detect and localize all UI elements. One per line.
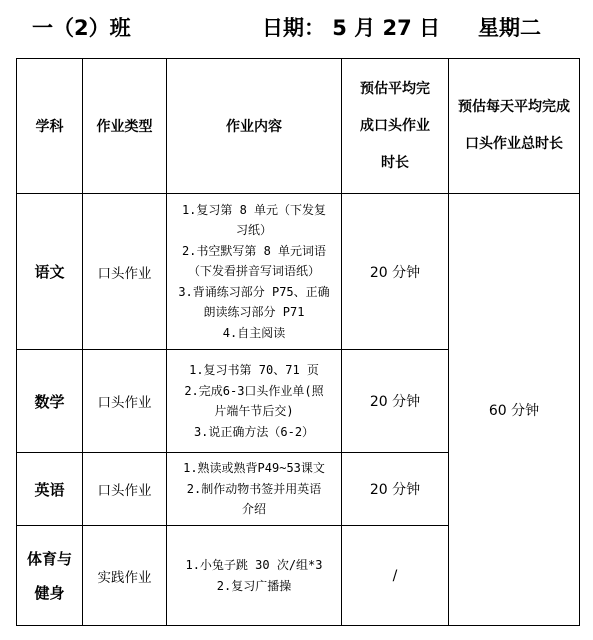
subject-name: 语文 <box>34 263 65 281</box>
content-line: 2.复习广播操 <box>216 578 292 593</box>
content-line: 3.说正确方法（6-2） <box>193 424 315 439</box>
type-cell: 口头作业 <box>83 194 167 350</box>
time-cell: 20 分钟 <box>342 194 449 350</box>
content-line: 1.复习第 8 单元（下发复 <box>181 202 327 217</box>
time-cell: / <box>342 526 449 626</box>
content-line: 4.自主阅读 <box>222 325 286 340</box>
content-list <box>167 555 341 596</box>
subject-cell <box>17 453 83 526</box>
subject-cell <box>17 350 83 453</box>
header-estimated-time-line: 时长 <box>381 154 409 171</box>
homework-table <box>16 58 580 626</box>
header-estimated-time-line: 成口头作业 <box>360 117 430 134</box>
content-line: 1.小兔子跳 30 次/组*3 <box>185 558 323 572</box>
time-cell: 20 分钟 <box>342 453 449 526</box>
content-cell <box>167 194 342 350</box>
content-line: 1.熟读或熟背P49~53课文 <box>183 461 325 476</box>
content-line: 3.背诵练习部分 P75、正确 <box>178 284 330 299</box>
content-line: 2.完成6-3口头作业单(照 <box>184 383 324 398</box>
content-list <box>167 200 341 344</box>
time-cell: 20 分钟 <box>342 350 449 453</box>
subject-name: 体育与 <box>26 549 72 568</box>
type-cell: 实践作业 <box>83 526 167 626</box>
content-line: （下发看拼音写词语纸） <box>187 264 320 279</box>
weekday-label: 星期二 <box>478 16 541 40</box>
content-list <box>167 458 341 520</box>
content-line: 片端午节后交) <box>214 404 294 418</box>
subject-name: 数学 <box>34 392 65 411</box>
header-estimated-time-line: 预估平均完 <box>360 80 430 97</box>
content-line: 1.复习书第 70、71 页 <box>189 363 319 377</box>
header-daily-total-line: 预估每天平均完成 <box>458 99 570 115</box>
date-label: 日期： 5 月 27 日 <box>262 16 441 40</box>
header-subject: 学科 <box>17 59 83 194</box>
subject-cell <box>17 194 83 350</box>
header-daily-total <box>449 59 580 194</box>
header-type: 作业类型 <box>83 59 167 194</box>
content-line: 2.制作动物书签并用英语 <box>186 481 322 496</box>
content-line: 习纸） <box>235 223 272 238</box>
subject-name: 英语 <box>34 480 65 499</box>
type-cell: 口头作业 <box>83 453 167 526</box>
header-daily-total-line: 口头作业总时长 <box>465 136 563 152</box>
content-line: 介绍 <box>241 502 266 517</box>
content-line: 2.书空默写第 8 单元词语 <box>181 243 327 258</box>
daily-total-cell: 60 分钟 <box>449 194 580 626</box>
type-cell: 口头作业 <box>83 350 167 453</box>
table-row-chinese <box>17 194 580 350</box>
content-cell <box>167 526 342 626</box>
class-name: 一（2）班 <box>32 16 131 40</box>
page-header <box>0 0 593 52</box>
subject-cell <box>17 526 83 626</box>
header-estimated-time <box>342 59 449 194</box>
header-content: 作业内容 <box>167 59 342 194</box>
content-cell <box>167 453 342 526</box>
content-line: 朗读练习部分 P71 <box>203 305 305 320</box>
content-list <box>167 360 341 442</box>
table-header-row <box>17 59 580 194</box>
subject-name: 健身 <box>34 583 65 602</box>
content-cell <box>167 350 342 453</box>
